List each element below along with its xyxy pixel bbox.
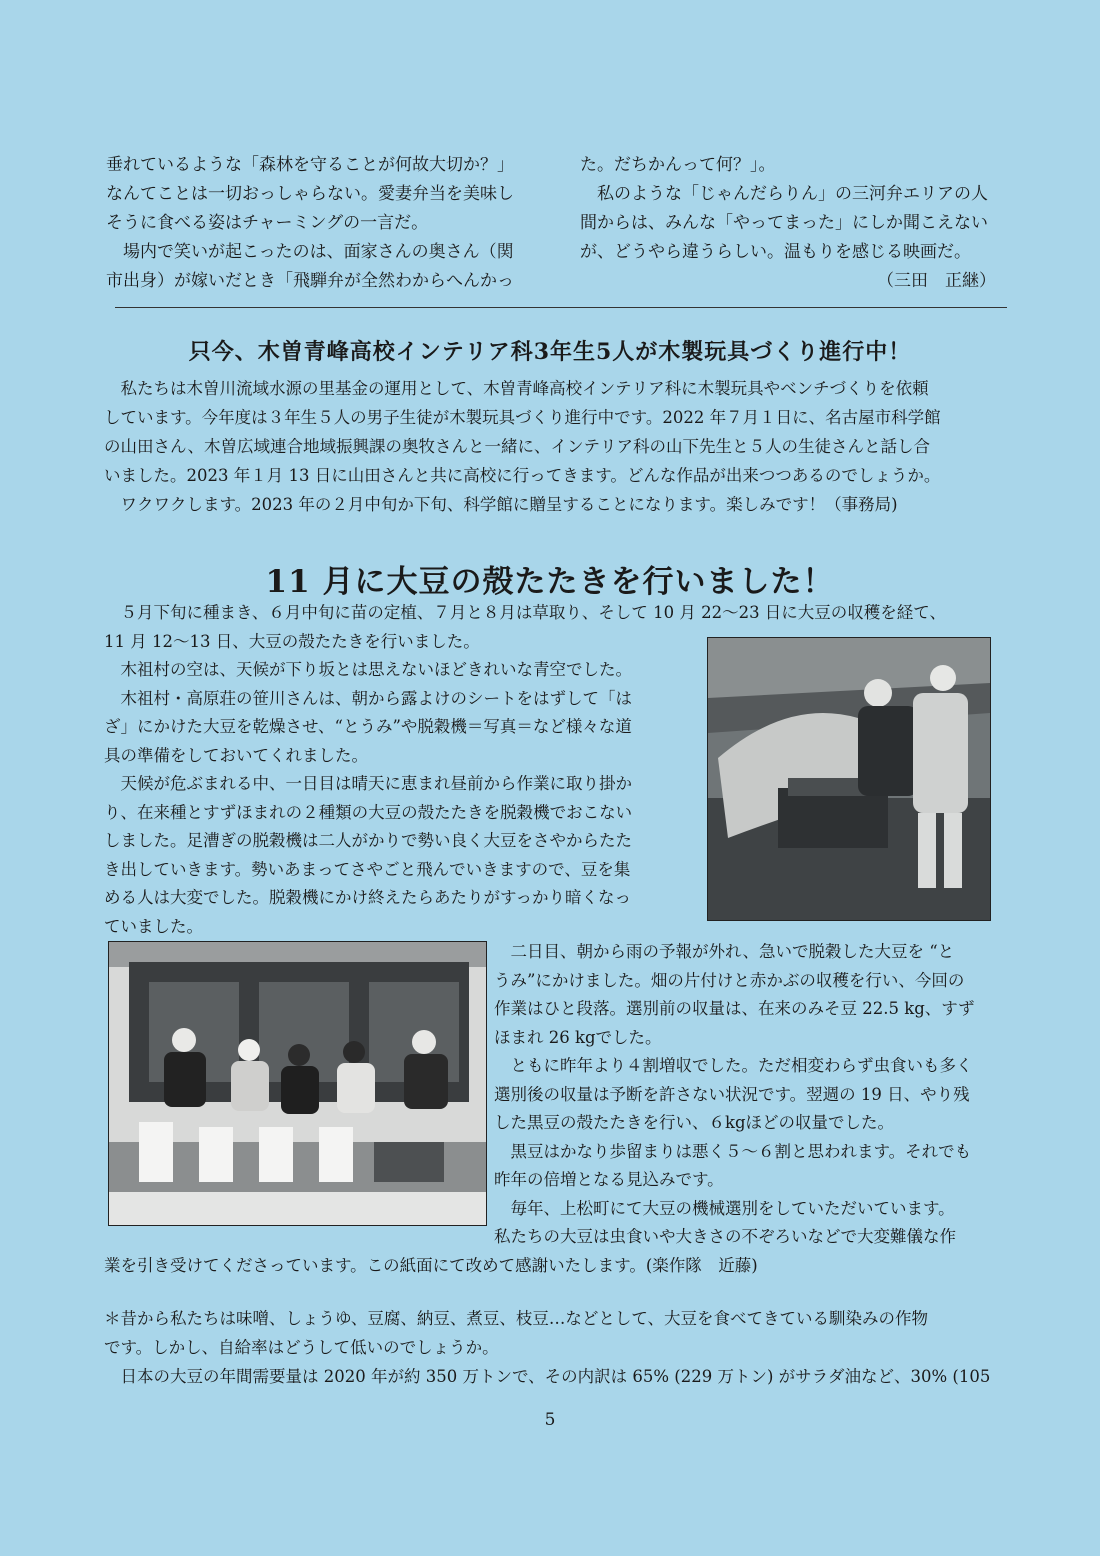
text-line: が、どうやら違うらしい。温もりを感じる映画だ。	[580, 242, 971, 262]
text-line: 作業はひと段落。選別前の収量は、在来のみそ豆 22.5 kg、すず	[494, 999, 975, 1018]
top-left-column	[106, 151, 536, 296]
threshing-photo	[707, 637, 991, 921]
text-line: ともに昨年より４割増収でした。ただ相変わらず虫食いも多く	[510, 1056, 973, 1075]
text-line: いました。2023 年１月 13 日に山田さんと共に高校に行ってきます。どんな作品が出来つつあるのでしょうか。	[104, 466, 941, 485]
text-line: ＊昔から私たちは味噌、しょうゆ、豆腐、納豆、煮豆、枝豆…などとして、大豆を食べてきている馴染みの作物	[104, 1309, 929, 1328]
text-line: ほまれ 26 kgでした。	[494, 1027, 662, 1047]
text-line: しています。今年度は３年生５人の男子生徒が木製玩具づくり進行中です。2022 年７月１日に、名古屋市科学館	[104, 408, 941, 427]
page-number: 5	[544, 1410, 556, 1430]
text-line: める人は大変でした。脱穀機にかけ終えたらあたりがすっかり暗くなっ	[104, 888, 632, 907]
text-line: 私たちの大豆は虫食いや大きさの不ぞろいなどで大変難儀な作	[494, 1227, 956, 1246]
text-line: り、在来種とすずほまれの２種類の大豆の殻たたきを脱穀機でおこない	[104, 802, 633, 822]
text-line: 木祖村の空は、天候が下り坂とは思えないほどきれいな青空でした。	[120, 660, 632, 679]
text-line: 私たちは木曽川流域水源の里基金の運用として、木曽青峰高校インテリア科に木製玩具やベンチづくりを依頼	[120, 379, 929, 398]
text-line: 間からは、みんな「やってまった」にしか聞こえない	[580, 213, 988, 233]
group-photo	[108, 941, 487, 1226]
text-line: なんてことは一切おっしゃらない。愛妻弁当を美味し	[106, 184, 514, 204]
soybean-closing	[104, 1251, 1009, 1280]
soybean-right-column	[494, 938, 1009, 1252]
article-title-wooden-toys: 只今、木曽青峰高校インテリア科3年生5人が木製玩具づくり進行中！	[188, 339, 912, 365]
text-line: た。だちかんって何？」。	[580, 155, 776, 175]
text-line: 毎年、上松町にて大豆の機械選別をしていただいています。	[510, 1198, 955, 1218]
text-line: 業を引き受けてくださっています。この紙面にて改めて感謝いたします。(楽作隊 近藤)	[104, 1256, 758, 1275]
section-divider	[115, 307, 1007, 308]
author-signature: （三田 正継）	[877, 271, 996, 291]
group-scene-image	[109, 942, 486, 1225]
text-line: 市出身）が嫁いだとき「飛騨弁が全然わからへんかっ	[106, 271, 514, 291]
text-line: 11 月 12〜13 日、大豆の殻たたきを行いました。	[104, 632, 480, 651]
text-line: 木祖村・高原荘の笹川さんは、朝から露よけのシートをはずして「は	[120, 688, 632, 708]
text-line: です。しかし、自給率はどうして低いのでしょうか。	[104, 1338, 499, 1357]
text-line: 具の準備をしておいてくれました。	[104, 745, 368, 765]
text-line: 昨年の倍増となる見込みです。	[494, 1170, 724, 1189]
text-line: ワクワクします。2023 年の２月中旬か下旬、科学館に贈呈することになります。楽しみです！（事務局)	[120, 495, 898, 514]
text-line: 黒豆はかなり歩留まりは悪く５〜６割と思われます。それでも	[510, 1141, 972, 1161]
text-line: き出していきます。勢いあまってさやごと飛んでいきますので、豆を集	[104, 859, 631, 879]
article-body-wooden-toys	[104, 374, 1009, 519]
top-right-column	[580, 151, 1010, 296]
text-line: 日本の大豆の年間需要量は 2020 年が約 350 万トンで、その内訳は 65% (229 万トン) がサラダ油など、30% (105	[120, 1367, 991, 1386]
article-title-soybean: 11 月に大豆の殻たたきを行いました！	[265, 564, 835, 600]
text-line: ５月下旬に種まき、６月中旬に苗の定植、７月と８月は草取り、そして 10 月 22〜23 日に大豆の収穫を経て、	[120, 603, 946, 622]
text-line: ていました。	[104, 916, 203, 936]
text-line: 垂れているような「森林を守ることが何故大切か？」	[106, 155, 514, 175]
text-line: 天候が危ぶまれる中、一日目は晴天に恵まれ昼前から作業に取り掛か	[120, 774, 632, 793]
text-line: しました。足漕ぎの脱穀機は二人がかりで勢い良く大豆をさやからたた	[104, 831, 632, 850]
soybean-left-column	[104, 656, 694, 941]
text-line: の山田さん、木曽広域連合地域振興課の奥牧さんと一緒に、インテリア科の山下先生と５人の生徒さんと話し合	[104, 437, 930, 456]
threshing-scene-image	[708, 638, 990, 920]
text-line: そうに食べる姿はチャーミングの一言だ。	[106, 213, 429, 233]
soybean-note	[104, 1304, 1009, 1391]
text-line: 二日目、朝から雨の予報が外れ、急いで脱穀した大豆を “と	[510, 942, 955, 961]
text-line: した黒豆の殻たたきを行い、６kgほどの収量でした。	[494, 1113, 895, 1132]
text-line: 選別後の収量は予断を許さない状況です。翌週の 19 日、やり残	[494, 1084, 970, 1104]
text-line: 場内で笑いが起こったのは、面家さんの奥さん（関	[123, 242, 514, 262]
text-line: ざ」にかけた大豆を乾燥させ、“とうみ”や脱穀機＝写真＝など様々な道	[104, 717, 632, 736]
text-line: うみ”にかけました。畑の片付けと赤かぶの収穫を行い、今回の	[494, 970, 965, 990]
text-line: 私のような「じゃんだらりん」の三河弁エリアの人	[597, 184, 988, 204]
